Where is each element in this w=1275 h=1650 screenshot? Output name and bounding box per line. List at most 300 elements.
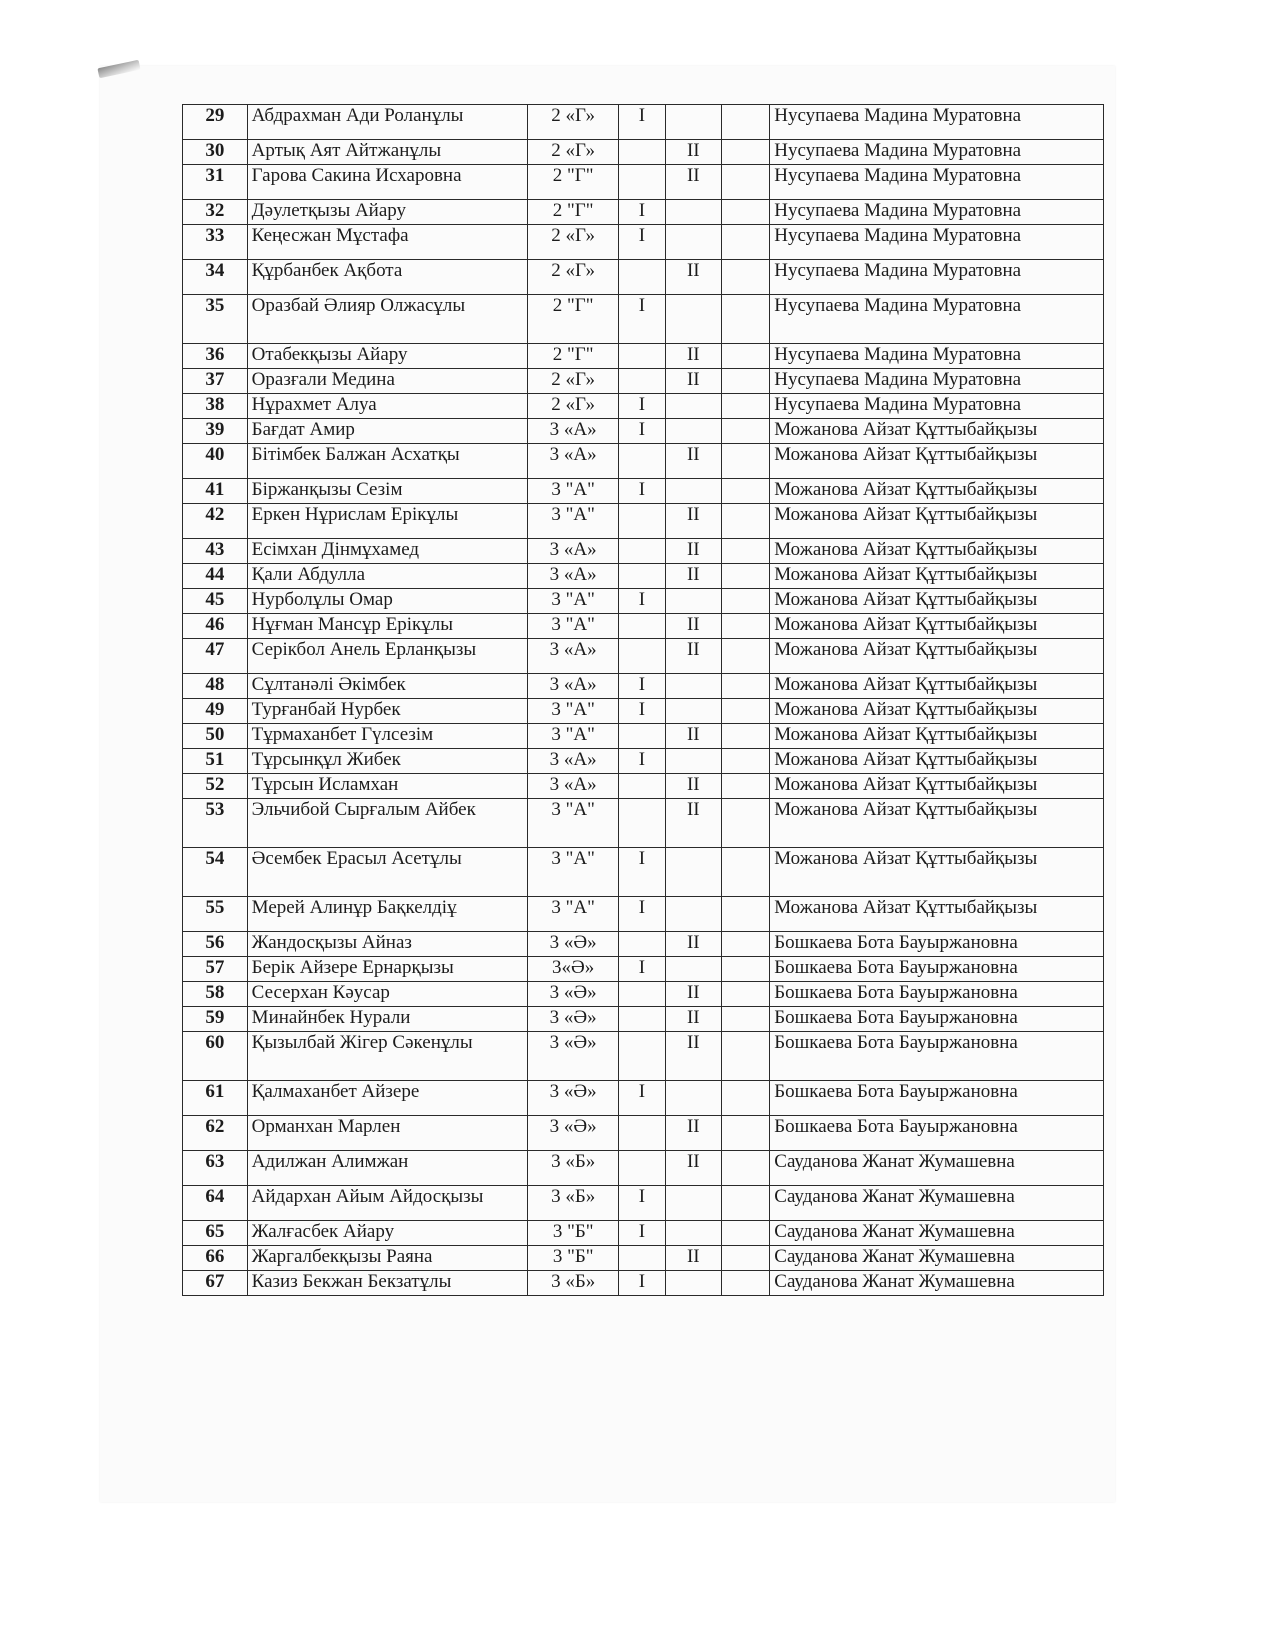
teacher-name-cell: Бошкаева Бота Бауыржановна xyxy=(770,1116,1104,1151)
table-row xyxy=(183,504,1104,539)
teacher-name-cell: Нусупаева Мадина Муратовна xyxy=(770,394,1104,419)
row-number-cell: 52 xyxy=(183,774,248,799)
class-name-cell: 3 "Б" xyxy=(527,1221,618,1246)
student-name-cell: Жандосқызы Айназ xyxy=(247,932,527,957)
table-row xyxy=(183,932,1104,957)
place-second-cell: II xyxy=(665,369,721,394)
student-name-cell: Сесерхан Кәусар xyxy=(247,982,527,1007)
place-third-cell xyxy=(722,749,770,774)
student-name-cell: Есімхан Дінмұхамед xyxy=(247,539,527,564)
student-name-cell: Біржанқызы Сезім xyxy=(247,479,527,504)
place-first-cell: I xyxy=(619,957,665,982)
place-third-cell xyxy=(722,639,770,674)
place-second-cell xyxy=(665,394,721,419)
teacher-name-cell: Сауданова Жанат Жумашевна xyxy=(770,1246,1104,1271)
place-second-cell: II xyxy=(665,504,721,539)
table-row xyxy=(183,1271,1104,1296)
table-row xyxy=(183,165,1104,200)
place-first-cell xyxy=(619,1007,665,1032)
place-first-cell: I xyxy=(619,105,665,140)
place-third-cell xyxy=(722,897,770,932)
student-name-cell: Серікбол Анель Ерланқызы xyxy=(247,639,527,674)
table-row xyxy=(183,444,1104,479)
student-name-cell: Айдархан Айым Айдосқызы xyxy=(247,1186,527,1221)
student-name-cell: Отабекқызы Айару xyxy=(247,344,527,369)
place-second-cell xyxy=(665,1186,721,1221)
table-row xyxy=(183,1116,1104,1151)
place-third-cell xyxy=(722,225,770,260)
place-third-cell xyxy=(722,724,770,749)
teacher-name-cell: Бошкаева Бота Бауыржановна xyxy=(770,1081,1104,1116)
place-third-cell xyxy=(722,295,770,344)
teacher-name-cell: Нусупаева Мадина Муратовна xyxy=(770,105,1104,140)
place-first-cell xyxy=(619,724,665,749)
table-row xyxy=(183,957,1104,982)
teacher-name-cell: Нусупаева Мадина Муратовна xyxy=(770,369,1104,394)
place-second-cell xyxy=(665,897,721,932)
student-name-cell: Тұрсынқұл Жибек xyxy=(247,749,527,774)
place-third-cell xyxy=(722,260,770,295)
place-first-cell xyxy=(619,504,665,539)
class-name-cell: 2 "Г" xyxy=(527,295,618,344)
row-number-cell: 48 xyxy=(183,674,248,699)
place-third-cell xyxy=(722,539,770,564)
student-name-cell: Тұрсын Исламхан xyxy=(247,774,527,799)
class-name-cell: 3 «А» xyxy=(527,539,618,564)
student-name-cell: Казиз Бекжан Бекзатұлы xyxy=(247,1271,527,1296)
class-name-cell: 2 «Г» xyxy=(527,105,618,140)
row-number-cell: 46 xyxy=(183,614,248,639)
class-name-cell: 3 «Ә» xyxy=(527,1007,618,1032)
student-name-cell: Абдрахман Ади Роланұлы xyxy=(247,105,527,140)
place-second-cell: II xyxy=(665,1151,721,1186)
row-number-cell: 55 xyxy=(183,897,248,932)
place-third-cell xyxy=(722,1246,770,1271)
student-name-cell: Әсембек Ерасыл Асетұлы xyxy=(247,848,527,897)
teacher-name-cell: Бошкаева Бота Бауыржановна xyxy=(770,1032,1104,1081)
place-second-cell: II xyxy=(665,774,721,799)
teacher-name-cell: Можанова Айзат Құттыбайқызы xyxy=(770,699,1104,724)
table-row xyxy=(183,479,1104,504)
row-number-cell: 38 xyxy=(183,394,248,419)
place-first-cell xyxy=(619,564,665,589)
teacher-name-cell: Нусупаева Мадина Муратовна xyxy=(770,140,1104,165)
table-row xyxy=(183,564,1104,589)
row-number-cell: 39 xyxy=(183,419,248,444)
table-row xyxy=(183,674,1104,699)
teacher-name-cell: Можанова Айзат Құттыбайқызы xyxy=(770,589,1104,614)
student-name-cell: Сұлтанәлі Әкімбек xyxy=(247,674,527,699)
row-number-cell: 57 xyxy=(183,957,248,982)
place-first-cell: I xyxy=(619,674,665,699)
place-first-cell: I xyxy=(619,699,665,724)
place-first-cell: I xyxy=(619,479,665,504)
student-name-cell: Еркен Нұрислам Ерікұлы xyxy=(247,504,527,539)
place-first-cell: I xyxy=(619,1186,665,1221)
class-name-cell: 3 «А» xyxy=(527,749,618,774)
table-row xyxy=(183,295,1104,344)
table-body xyxy=(183,105,1104,1296)
place-second-cell: II xyxy=(665,140,721,165)
student-name-cell: Қалмаханбет Айзере xyxy=(247,1081,527,1116)
teacher-name-cell: Можанова Айзат Құттыбайқызы xyxy=(770,799,1104,848)
place-first-cell: I xyxy=(619,589,665,614)
place-third-cell xyxy=(722,774,770,799)
place-second-cell: II xyxy=(665,982,721,1007)
table-row xyxy=(183,105,1104,140)
place-third-cell xyxy=(722,799,770,848)
student-name-cell: Дәулетқызы Айару xyxy=(247,200,527,225)
place-second-cell: II xyxy=(665,639,721,674)
place-third-cell xyxy=(722,982,770,1007)
table-row xyxy=(183,897,1104,932)
teacher-name-cell: Нусупаева Мадина Муратовна xyxy=(770,295,1104,344)
table-row xyxy=(183,1186,1104,1221)
student-name-cell: Құрбанбек Ақбота xyxy=(247,260,527,295)
place-first-cell xyxy=(619,140,665,165)
class-name-cell: 3 "А" xyxy=(527,699,618,724)
place-second-cell: II xyxy=(665,932,721,957)
student-name-cell: Оразбай Әлияр Олжасұлы xyxy=(247,295,527,344)
table-row xyxy=(183,260,1104,295)
class-name-cell: 2 "Г" xyxy=(527,200,618,225)
place-second-cell: II xyxy=(665,1116,721,1151)
teacher-name-cell: Можанова Айзат Құттыбайқызы xyxy=(770,504,1104,539)
class-name-cell: 3 «А» xyxy=(527,419,618,444)
table-row xyxy=(183,639,1104,674)
place-second-cell xyxy=(665,1081,721,1116)
student-name-cell: Жаргалбекқызы Раяна xyxy=(247,1246,527,1271)
class-name-cell: 3 «Б» xyxy=(527,1151,618,1186)
class-name-cell: 3 "А" xyxy=(527,589,618,614)
place-third-cell xyxy=(722,699,770,724)
table-row xyxy=(183,1151,1104,1186)
table-row xyxy=(183,1007,1104,1032)
place-second-cell xyxy=(665,200,721,225)
class-name-cell: 3 "А" xyxy=(527,897,618,932)
teacher-name-cell: Можанова Айзат Құттыбайқызы xyxy=(770,674,1104,699)
place-second-cell xyxy=(665,479,721,504)
teacher-name-cell: Можанова Айзат Құттыбайқызы xyxy=(770,639,1104,674)
row-number-cell: 65 xyxy=(183,1221,248,1246)
table-row xyxy=(183,724,1104,749)
place-first-cell xyxy=(619,1151,665,1186)
class-name-cell: 2 «Г» xyxy=(527,369,618,394)
table-row xyxy=(183,344,1104,369)
place-second-cell: II xyxy=(665,260,721,295)
place-third-cell xyxy=(722,394,770,419)
place-third-cell xyxy=(722,1032,770,1081)
row-number-cell: 41 xyxy=(183,479,248,504)
place-first-cell xyxy=(619,344,665,369)
place-third-cell xyxy=(722,1151,770,1186)
place-first-cell xyxy=(619,799,665,848)
row-number-cell: 56 xyxy=(183,932,248,957)
table-row xyxy=(183,614,1104,639)
row-number-cell: 47 xyxy=(183,639,248,674)
table-row xyxy=(183,699,1104,724)
place-second-cell xyxy=(665,674,721,699)
teacher-name-cell: Бошкаева Бота Бауыржановна xyxy=(770,1007,1104,1032)
class-name-cell: 3 "А" xyxy=(527,614,618,639)
place-first-cell: I xyxy=(619,200,665,225)
place-second-cell: II xyxy=(665,614,721,639)
place-third-cell xyxy=(722,1271,770,1296)
place-first-cell xyxy=(619,539,665,564)
row-number-cell: 30 xyxy=(183,140,248,165)
place-first-cell: I xyxy=(619,295,665,344)
place-first-cell: I xyxy=(619,749,665,774)
row-number-cell: 63 xyxy=(183,1151,248,1186)
place-third-cell xyxy=(722,957,770,982)
place-second-cell xyxy=(665,848,721,897)
place-first-cell xyxy=(619,165,665,200)
class-name-cell: 2 «Г» xyxy=(527,140,618,165)
table-row xyxy=(183,419,1104,444)
place-third-cell xyxy=(722,614,770,639)
table-row xyxy=(183,369,1104,394)
student-name-cell: Минайнбек Нурали xyxy=(247,1007,527,1032)
class-name-cell: 3 "А" xyxy=(527,724,618,749)
student-name-cell: Бағдат Амир xyxy=(247,419,527,444)
teacher-name-cell: Сауданова Жанат Жумашевна xyxy=(770,1271,1104,1296)
place-first-cell: I xyxy=(619,897,665,932)
row-number-cell: 43 xyxy=(183,539,248,564)
place-first-cell xyxy=(619,444,665,479)
teacher-name-cell: Можанова Айзат Құттыбайқызы xyxy=(770,444,1104,479)
teacher-name-cell: Сауданова Жанат Жумашевна xyxy=(770,1186,1104,1221)
place-first-cell: I xyxy=(619,225,665,260)
place-second-cell: II xyxy=(665,1246,721,1271)
row-number-cell: 31 xyxy=(183,165,248,200)
class-name-cell: 3 «Ә» xyxy=(527,1116,618,1151)
row-number-cell: 42 xyxy=(183,504,248,539)
class-name-cell: 2 "Г" xyxy=(527,344,618,369)
class-name-cell: 3 «А» xyxy=(527,564,618,589)
student-name-cell: Тұрмаханбет Гүлсезім xyxy=(247,724,527,749)
student-name-cell: Гарова Сакина Исхаровна xyxy=(247,165,527,200)
student-name-cell: Оразғали Медина xyxy=(247,369,527,394)
row-number-cell: 29 xyxy=(183,105,248,140)
table-row xyxy=(183,774,1104,799)
place-second-cell: II xyxy=(665,444,721,479)
place-second-cell: II xyxy=(665,1007,721,1032)
teacher-name-cell: Нусупаева Мадина Муратовна xyxy=(770,225,1104,260)
place-second-cell xyxy=(665,699,721,724)
class-name-cell: 3«Ә» xyxy=(527,957,618,982)
class-name-cell: 3 "А" xyxy=(527,504,618,539)
place-first-cell xyxy=(619,774,665,799)
row-number-cell: 34 xyxy=(183,260,248,295)
teacher-name-cell: Можанова Айзат Құттыбайқызы xyxy=(770,724,1104,749)
student-name-cell: Орманхан Марлен xyxy=(247,1116,527,1151)
class-name-cell: 2 «Г» xyxy=(527,394,618,419)
place-first-cell xyxy=(619,1246,665,1271)
place-third-cell xyxy=(722,1081,770,1116)
class-name-cell: 3 "Б" xyxy=(527,1246,618,1271)
teacher-name-cell: Бошкаева Бота Бауыржановна xyxy=(770,932,1104,957)
row-number-cell: 49 xyxy=(183,699,248,724)
student-name-cell: Берік Айзере Ернарқызы xyxy=(247,957,527,982)
place-first-cell xyxy=(619,369,665,394)
table-row xyxy=(183,539,1104,564)
student-name-cell: Жалғасбек Айару xyxy=(247,1221,527,1246)
row-number-cell: 40 xyxy=(183,444,248,479)
place-second-cell: II xyxy=(665,539,721,564)
place-second-cell xyxy=(665,419,721,444)
row-number-cell: 62 xyxy=(183,1116,248,1151)
student-name-cell: Нурболұлы Омар xyxy=(247,589,527,614)
place-second-cell xyxy=(665,749,721,774)
place-second-cell: II xyxy=(665,344,721,369)
place-third-cell xyxy=(722,1007,770,1032)
table-row xyxy=(183,1221,1104,1246)
table-row xyxy=(183,225,1104,260)
place-first-cell xyxy=(619,982,665,1007)
row-number-cell: 35 xyxy=(183,295,248,344)
class-name-cell: 3 «Ә» xyxy=(527,1081,618,1116)
row-number-cell: 54 xyxy=(183,848,248,897)
teacher-name-cell: Можанова Айзат Құттыбайқызы xyxy=(770,479,1104,504)
class-name-cell: 3 «А» xyxy=(527,639,618,674)
teacher-name-cell: Можанова Айзат Құттыбайқызы xyxy=(770,419,1104,444)
place-second-cell: II xyxy=(665,564,721,589)
row-number-cell: 60 xyxy=(183,1032,248,1081)
place-first-cell xyxy=(619,932,665,957)
place-third-cell xyxy=(722,200,770,225)
place-third-cell xyxy=(722,140,770,165)
student-name-cell: Мерей Алинұр Бақкелдіұ xyxy=(247,897,527,932)
student-name-cell: Қызылбай Жігер Сәкенұлы xyxy=(247,1032,527,1081)
row-number-cell: 51 xyxy=(183,749,248,774)
student-name-cell: Нұрахмет Алуа xyxy=(247,394,527,419)
teacher-name-cell: Бошкаева Бота Бауыржановна xyxy=(770,982,1104,1007)
place-first-cell xyxy=(619,614,665,639)
row-number-cell: 53 xyxy=(183,799,248,848)
place-second-cell: II xyxy=(665,1032,721,1081)
place-third-cell xyxy=(722,165,770,200)
place-third-cell xyxy=(722,589,770,614)
place-first-cell xyxy=(619,1116,665,1151)
teacher-name-cell: Нусупаева Мадина Муратовна xyxy=(770,344,1104,369)
teacher-name-cell: Можанова Айзат Құттыбайқызы xyxy=(770,539,1104,564)
place-third-cell xyxy=(722,1221,770,1246)
row-number-cell: 61 xyxy=(183,1081,248,1116)
place-third-cell xyxy=(722,504,770,539)
place-first-cell xyxy=(619,260,665,295)
class-name-cell: 3 «Б» xyxy=(527,1271,618,1296)
row-number-cell: 59 xyxy=(183,1007,248,1032)
place-third-cell xyxy=(722,1186,770,1221)
row-number-cell: 44 xyxy=(183,564,248,589)
teacher-name-cell: Можанова Айзат Құттыбайқызы xyxy=(770,614,1104,639)
row-number-cell: 36 xyxy=(183,344,248,369)
class-name-cell: 3 «А» xyxy=(527,774,618,799)
teacher-name-cell: Можанова Айзат Құттыбайқызы xyxy=(770,897,1104,932)
table-row xyxy=(183,799,1104,848)
place-first-cell: I xyxy=(619,848,665,897)
place-third-cell xyxy=(722,848,770,897)
place-third-cell xyxy=(722,344,770,369)
place-third-cell xyxy=(722,1116,770,1151)
place-second-cell: II xyxy=(665,799,721,848)
place-second-cell xyxy=(665,589,721,614)
row-number-cell: 66 xyxy=(183,1246,248,1271)
class-name-cell: 3 «А» xyxy=(527,674,618,699)
place-second-cell: II xyxy=(665,724,721,749)
place-first-cell: I xyxy=(619,1271,665,1296)
class-name-cell: 3 "А" xyxy=(527,848,618,897)
class-name-cell: 3 «Ә» xyxy=(527,982,618,1007)
place-first-cell: I xyxy=(619,394,665,419)
teacher-name-cell: Можанова Айзат Құттыбайқызы xyxy=(770,774,1104,799)
place-second-cell xyxy=(665,1271,721,1296)
class-name-cell: 2 «Г» xyxy=(527,225,618,260)
place-third-cell xyxy=(722,419,770,444)
student-name-cell: Эльчибой Сырғалым Айбек xyxy=(247,799,527,848)
student-name-cell: Турғанбай Нурбек xyxy=(247,699,527,724)
table-row xyxy=(183,140,1104,165)
place-first-cell xyxy=(619,1032,665,1081)
place-third-cell xyxy=(722,674,770,699)
table-row xyxy=(183,749,1104,774)
table-row xyxy=(183,1246,1104,1271)
row-number-cell: 33 xyxy=(183,225,248,260)
table-row xyxy=(183,1081,1104,1116)
student-name-cell: Кеңесжан Мұстафа xyxy=(247,225,527,260)
place-third-cell xyxy=(722,932,770,957)
student-name-cell: Қали Абдулла xyxy=(247,564,527,589)
row-number-cell: 32 xyxy=(183,200,248,225)
place-third-cell xyxy=(722,564,770,589)
class-name-cell: 2 «Г» xyxy=(527,260,618,295)
place-second-cell xyxy=(665,105,721,140)
teacher-name-cell: Сауданова Жанат Жумашевна xyxy=(770,1221,1104,1246)
student-name-cell: Адилжан Алимжан xyxy=(247,1151,527,1186)
table-row xyxy=(183,982,1104,1007)
place-second-cell xyxy=(665,957,721,982)
row-number-cell: 45 xyxy=(183,589,248,614)
place-second-cell: II xyxy=(665,165,721,200)
table-row xyxy=(183,1032,1104,1081)
place-third-cell xyxy=(722,369,770,394)
place-first-cell: I xyxy=(619,419,665,444)
place-second-cell xyxy=(665,295,721,344)
class-name-cell: 3 «А» xyxy=(527,444,618,479)
teacher-name-cell: Бошкаева Бота Бауыржановна xyxy=(770,957,1104,982)
student-name-cell: Бітімбек Балжан Асхатқы xyxy=(247,444,527,479)
table-row xyxy=(183,589,1104,614)
row-number-cell: 50 xyxy=(183,724,248,749)
teacher-name-cell: Можанова Айзат Құттыбайқызы xyxy=(770,564,1104,589)
teacher-name-cell: Нусупаева Мадина Муратовна xyxy=(770,200,1104,225)
place-third-cell xyxy=(722,479,770,504)
class-name-cell: 3 "А" xyxy=(527,799,618,848)
class-name-cell: 3 «Ә» xyxy=(527,932,618,957)
class-name-cell: 3 "А" xyxy=(527,479,618,504)
row-number-cell: 64 xyxy=(183,1186,248,1221)
table-row xyxy=(183,848,1104,897)
place-first-cell: I xyxy=(619,1221,665,1246)
place-first-cell xyxy=(619,639,665,674)
student-results-table xyxy=(182,104,1104,1296)
row-number-cell: 58 xyxy=(183,982,248,1007)
row-number-cell: 67 xyxy=(183,1271,248,1296)
teacher-name-cell: Можанова Айзат Құттыбайқызы xyxy=(770,848,1104,897)
class-name-cell: 3 «Ә» xyxy=(527,1032,618,1081)
place-first-cell: I xyxy=(619,1081,665,1116)
teacher-name-cell: Можанова Айзат Құттыбайқызы xyxy=(770,749,1104,774)
